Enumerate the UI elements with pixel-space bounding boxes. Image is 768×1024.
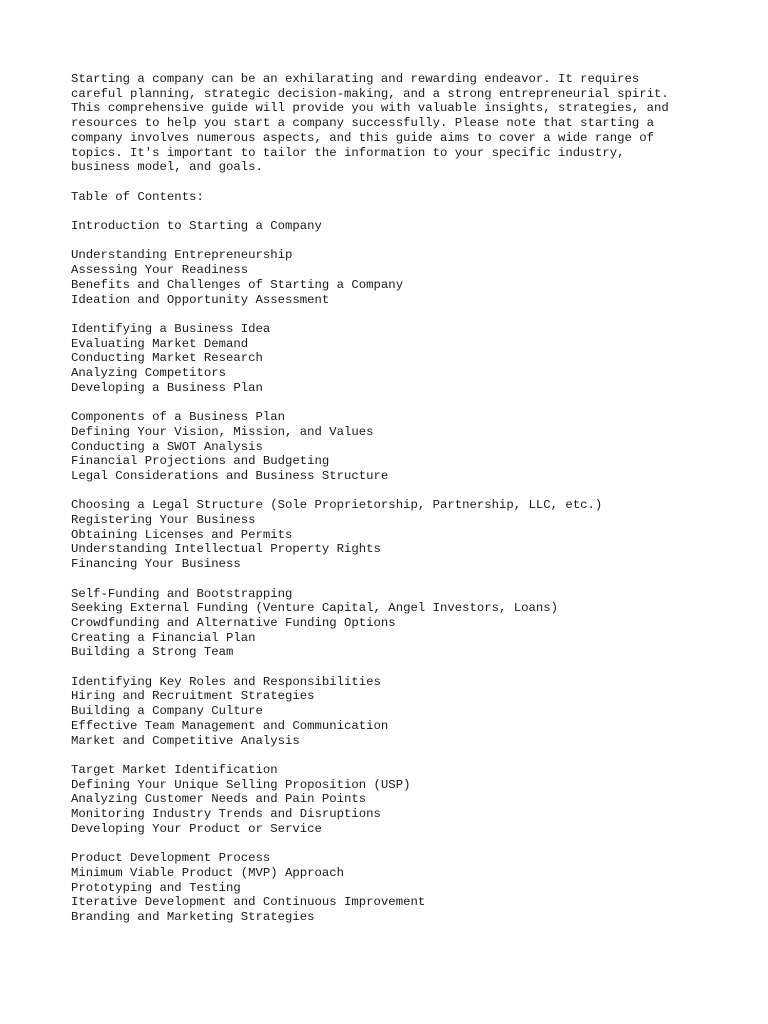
toc-item: Assessing Your Readiness [71, 263, 249, 278]
toc-item: Target Market Identification [71, 762, 278, 777]
intro-paragraph [71, 72, 708, 175]
toc-block [71, 587, 708, 661]
toc-item: Ideation and Opportunity Assessment [71, 292, 330, 307]
toc-item: Legal Considerations and Business Structure [71, 468, 389, 483]
toc-block [71, 248, 708, 307]
toc-item: Building a Company Culture [71, 704, 263, 719]
toc-item: Obtaining Licenses and Permits [71, 527, 293, 542]
toc-item: Iterative Development and Continuous Improvement [71, 895, 426, 910]
toc-item: Financing Your Business [71, 557, 241, 572]
toc-item: Analyzing Customer Needs and Pain Points [71, 792, 367, 807]
toc-item: Prototyping and Testing [71, 880, 241, 895]
toc-item: Effective Team Management and Communication [71, 718, 389, 733]
toc-block [71, 763, 708, 837]
toc-item: Minimum Viable Product (MVP) Approach [71, 865, 345, 880]
toc-item: Introduction to Starting a Company [71, 219, 322, 233]
toc-item: Developing Your Product or Service [71, 821, 322, 836]
toc-item: Understanding Intellectual Property Rights [71, 542, 381, 557]
intro-line: business model, and goals. [71, 160, 263, 175]
toc-block [71, 851, 708, 925]
toc-block [71, 498, 708, 572]
toc-block [71, 322, 708, 396]
toc-block [71, 219, 708, 234]
toc-item: Defining Your Vision, Mission, and Values [71, 424, 374, 439]
toc-item: Analyzing Competitors [71, 366, 226, 380]
toc-item: Hiring and Recruitment Strategies [71, 689, 315, 704]
intro-line: careful planning, strategic decision-making, and a strong entrepreneurial spirit. [71, 86, 669, 101]
toc-item: Product Development Process [71, 851, 271, 866]
toc-item: Developing a Business Plan [71, 380, 263, 395]
toc-item: Registering Your Business [71, 513, 256, 527]
toc-item: Financial Projections and Budgeting [71, 454, 330, 469]
toc-item: Evaluating Market Demand [71, 336, 249, 351]
toc-block [71, 410, 708, 484]
toc-item: Identifying Key Roles and Responsibilities [71, 674, 381, 689]
toc-item: Identifying a Business Idea [71, 321, 271, 336]
toc-item: Choosing a Legal Structure (Sole Proprietorship, Partnership, LLC, etc.) [71, 498, 603, 513]
toc-item: Monitoring Industry Trends and Disruptions [71, 807, 381, 822]
toc-block [71, 675, 708, 749]
toc-item: Conducting a SWOT Analysis [71, 439, 263, 454]
toc-item: Components of a Business Plan [71, 410, 286, 425]
toc-item: Creating a Financial Plan [71, 630, 256, 645]
toc-item: Building a Strong Team [71, 645, 234, 660]
toc-item: Crowdfunding and Alternative Funding Options [71, 615, 396, 630]
toc-item: Defining Your Unique Selling Proposition (USP) [71, 777, 411, 792]
toc-item: Benefits and Challenges of Starting a Company [71, 277, 404, 292]
toc-item: Seeking External Funding (Venture Capital, Angel Investors, Loans) [71, 601, 559, 616]
toc-item: Branding and Marketing Strategies [71, 909, 315, 924]
intro-line: Starting a company can be an exhilarating and rewarding endeavor. It requires [71, 72, 640, 86]
toc-item: Conducting Market Research [71, 351, 263, 366]
intro-line: This comprehensive guide will provide you with valuable insights, strategies, and [71, 101, 669, 116]
intro-line: resources to help you start a company successfully. Please note that starting a [71, 116, 654, 131]
toc-item: Self-Funding and Bootstrapping [71, 586, 293, 601]
intro-line: company involves numerous aspects, and this guide aims to cover a wide range of [71, 130, 654, 145]
toc-heading: Table of Contents: [71, 189, 204, 204]
toc-item: Understanding Entrepreneurship [71, 248, 293, 263]
intro-line: topics. It's important to tailor the information to your specific industry, [71, 145, 625, 160]
toc-item: Market and Competitive Analysis [71, 733, 300, 748]
